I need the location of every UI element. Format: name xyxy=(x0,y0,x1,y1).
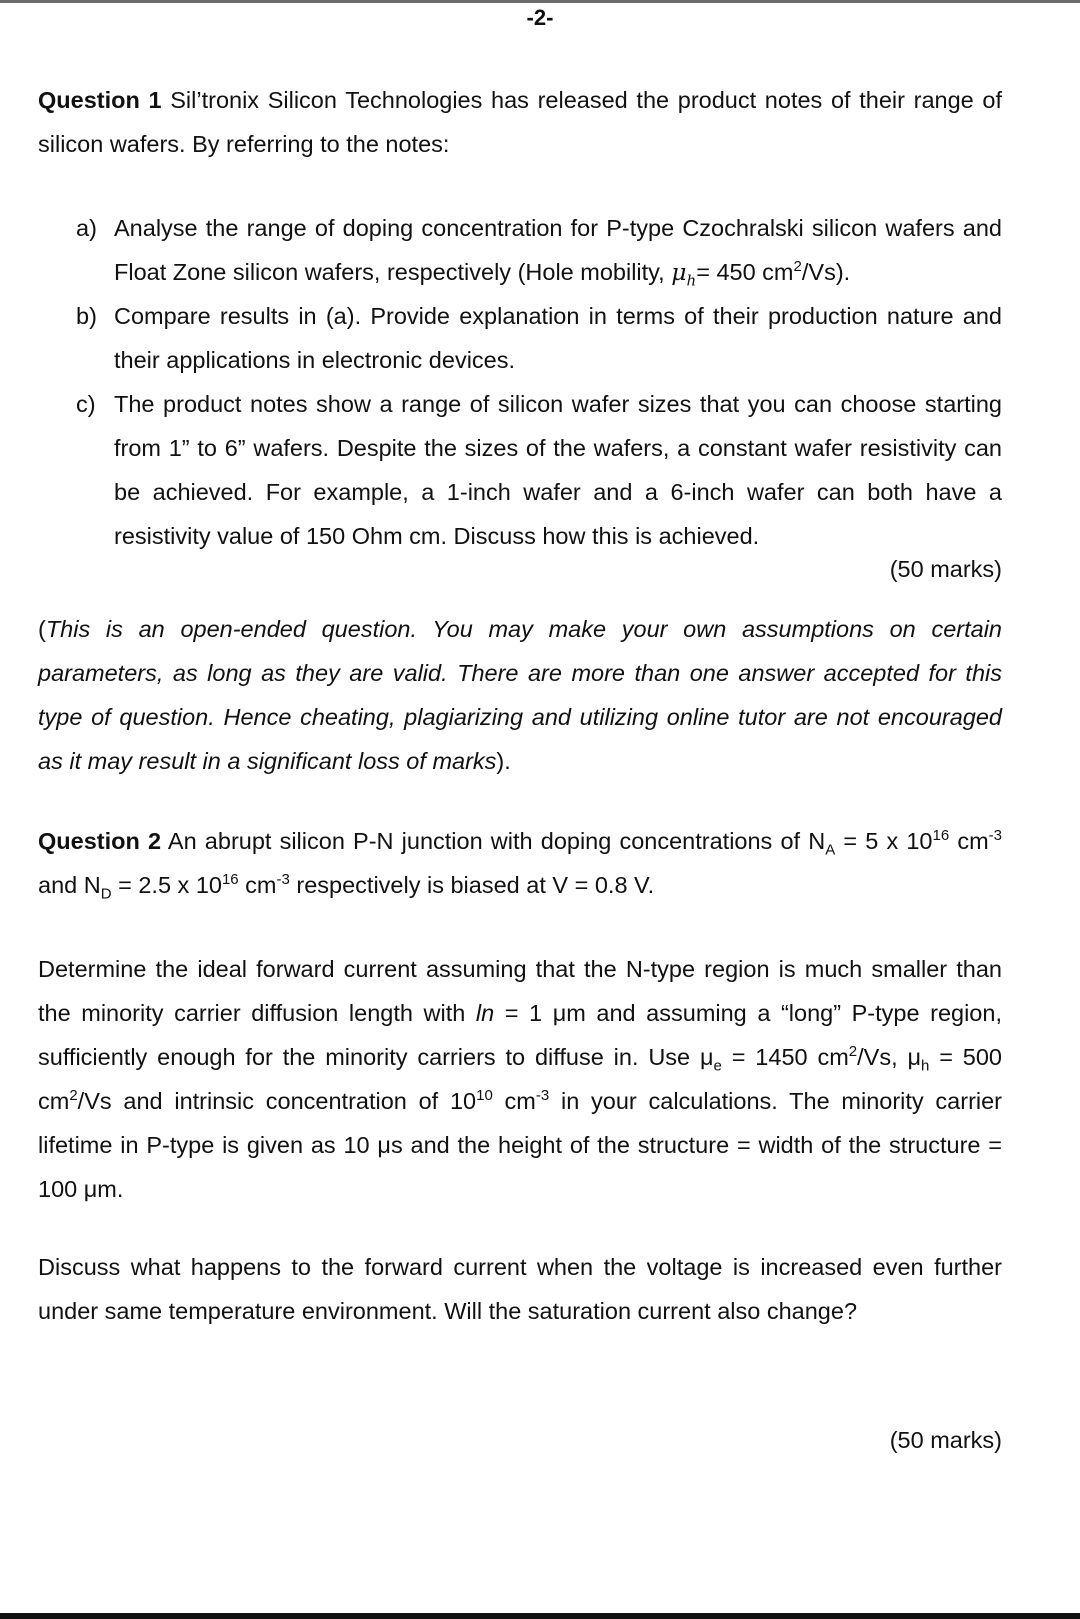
question1-label: Question 1 xyxy=(38,87,162,113)
part-a-value: = 450 cm xyxy=(696,259,794,285)
question2-intro xyxy=(38,819,1002,907)
part-marker: c) xyxy=(76,391,96,417)
top-rule xyxy=(0,0,1080,3)
q2-p2-text: /Vs and intrinsic concentration of 10 xyxy=(77,1088,477,1114)
q2-p2-text: = 1450 cm xyxy=(721,1044,849,1070)
question1-parts xyxy=(76,206,1002,558)
part-a-text: Analyse the range of doping concentration for P-type Czochralski silicon wafers and Float Zone silicon wafers, respectively (Hole mobility, xyxy=(114,215,1002,285)
unit-superscript: 2 xyxy=(793,258,802,276)
part-c-text: The product notes show a range of silicon wafer sizes that you can choose starting from 1” to 6” wafers. Despite the sizes of the wafers, a constant wafer resistivity can be achieved. For example, a 1-inch wafer and a 6-inch wafer can both have a resistivity value of 150 Ohm cm. Discuss how this is achieved. xyxy=(114,391,1002,549)
q2-text: and N xyxy=(38,872,101,898)
q2-text: = 2.5 x 10 xyxy=(111,872,222,898)
q2-p2-text: = 1 μm and assuming a “long” P-type region, sufficiently enough for the minority carriers to diffuse in. Use μ xyxy=(38,1000,1002,1070)
note-text: This is an open-ended question. You may make your own assumptions on certain parameters, as long as they are valid. There are more than one answer accepted for this type of question. Hence cheating, plagiarizing and utilizing online tutor are not encouraged as it may result in a significant loss of marks xyxy=(38,616,1002,774)
part-marker: a) xyxy=(76,215,97,241)
unit-superscript: 2 xyxy=(848,1043,858,1061)
question2-marks: (50 marks) xyxy=(889,1427,1002,1453)
question1-marks: (50 marks) xyxy=(889,556,1002,582)
q2-p2-text: Determine the ideal forward current assuming that the N-type region is much smaller than the minority carrier diffusion length with xyxy=(38,956,1002,1026)
q2-text: cm xyxy=(949,828,989,854)
question2-paragraph-2 xyxy=(38,947,1002,1211)
note-open-paren: ( xyxy=(38,616,46,642)
question1-part-c xyxy=(76,382,1002,558)
question2-paragraph-3: Discuss what happens to the forward current when the voltage is increased even further under same temperature environment. Will the saturation current also change? xyxy=(38,1254,1002,1324)
q2-p2-text: cm xyxy=(492,1088,536,1114)
diffusion-length-symbol: ln xyxy=(475,1000,495,1026)
na-subscript: A xyxy=(825,841,836,859)
question1-part-b xyxy=(76,294,1002,382)
q2-text: respectively is biased at V = 0.8 V. xyxy=(289,872,655,898)
q2-p2-text: /Vs, μ xyxy=(857,1044,922,1070)
question1-intro-text: Sil’tronix Silicon Technologies has released the product notes of their range of silicon wafers. By referring to the notes: xyxy=(38,87,1002,157)
q2-p2-text: in your calculations. The minority carrier lifetime in P-type is given as 10 μs and the height of the structure = width of the structure = 100 μm. xyxy=(38,1088,1003,1202)
q2-text: = 5 x 10 xyxy=(835,828,933,854)
note-close: ). xyxy=(496,748,511,774)
part-marker: b) xyxy=(76,303,97,329)
part-b-text: Compare results in (a). Provide explanation in terms of their production nature and their applications in electronic devices. xyxy=(114,303,1002,373)
part-a-end: /Vs). xyxy=(801,259,851,285)
q2-text: An abrupt silicon P-N junction with doping concentrations of N xyxy=(161,828,826,854)
bottom-rule xyxy=(0,1613,1080,1619)
mobility-subscript: h xyxy=(686,271,697,290)
page-number: -2- xyxy=(526,5,554,30)
electron-subscript: e xyxy=(713,1057,722,1075)
question1-intro xyxy=(38,78,1002,166)
intrinsic-exponent: 10 xyxy=(476,1087,493,1105)
nd-exponent: 16 xyxy=(221,871,239,889)
unit-superscript: 2 xyxy=(69,1087,78,1105)
q2-text: cm xyxy=(238,872,277,898)
question2-label: Question 2 xyxy=(38,828,162,854)
na-exponent: 16 xyxy=(932,827,950,845)
cm-exponent: -3 xyxy=(988,827,1002,845)
cm-exponent: -3 xyxy=(535,1087,550,1105)
cm-exponent: -3 xyxy=(276,871,290,889)
question1-note xyxy=(38,607,1002,783)
nd-subscript: D xyxy=(100,885,112,903)
mobility-symbol: μ xyxy=(671,258,687,286)
question1-part-a xyxy=(76,206,1002,294)
hole-subscript: h xyxy=(921,1057,930,1075)
q2-p2-text: = 500 cm xyxy=(38,1044,1003,1114)
